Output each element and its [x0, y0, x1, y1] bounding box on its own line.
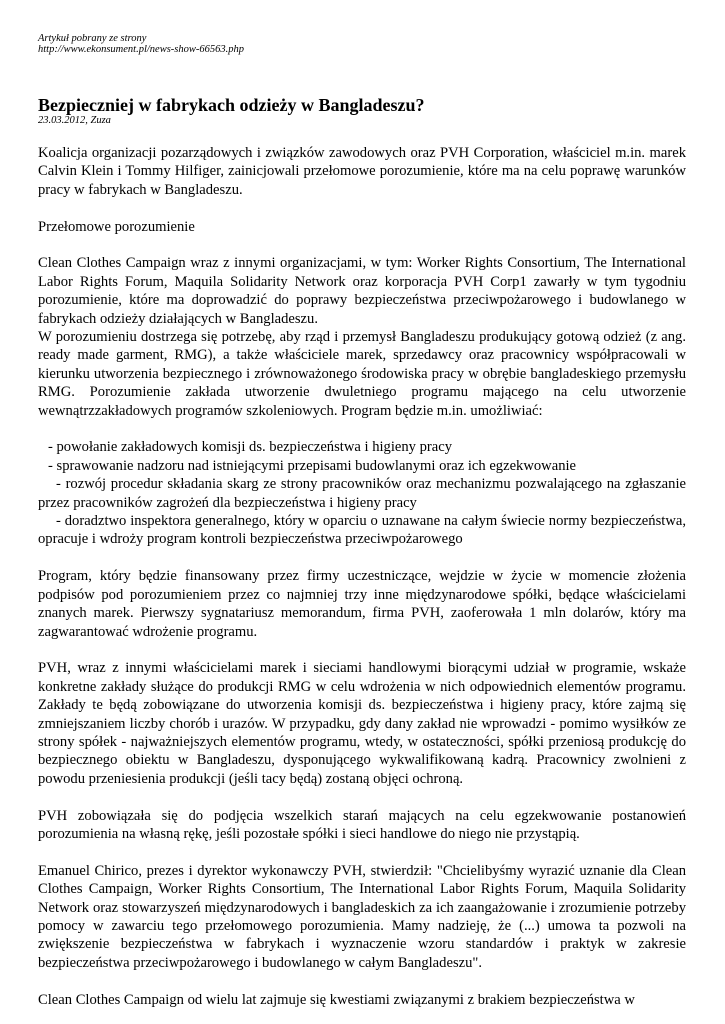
list-item: - rozwój procedur składania skarg ze strony pracowników oraz mechanizmu pozwalającego na zgłaszanie przez pracowników zagrożeń dla bezpieczeństwa i higieny pracy	[38, 476, 686, 511]
source-note	[38, 33, 686, 55]
source-url: http://www.ekonsument.pl/news-show-66563.php	[38, 44, 245, 55]
paragraph-6: Emanuel Chirico, prezes i dyrektor wykonawczy PVH, stwierdził: "Chcielibyśmy wyrazić uznanie dla Clean Clothes Campaign, Worker Rights Consortium, The International Labor Rights Forum, Maquila Solidarity Network oraz stowarzyszeń międzynarodowych i bangladeskich za ich zaangażowanie i zrozumienie potrzeby pomocy w zawarciu tego przełomowego porozumienia. Mamy nadzieję, że (...) umowa ta pozwoli na zwiększenie bezpieczeństwa w fabrykach i wyznaczenie wzoru standardów i praktyk w zakresie bezpieczeństwa przeciwpożarowego i budowlanego w całym Bangladeszu".	[38, 862, 686, 971]
list-item: - doradztwo inspektora generalnego, który w oparciu o uznawane na całym świecie normy bezpieczeństwa, opracuje i wdroży program kontroli bezpieczeństwa przeciwpożarowego	[38, 513, 686, 548]
paragraph-5: PVH zobowiązała się do podjęcia wszelkich starań mających na celu egzekwowanie postanowień porozumienia na własną rękę, jeśli pozostałe spółki i sieci handlowe do niego nie przystąpią.	[38, 807, 686, 842]
paragraph-1: Clean Clothes Campaign wraz z innymi organizacjami, w tym: Worker Rights Consortium, The International Labor Rights Forum, Maquila Solidarity Network oraz korporacja PVH Corp1 zawarły w tym tygodniu porozumienie, które ma doprowadzić do poprawy bezpieczeństwa przeciwpożarowego i budowlanego w fabrykach odzieży działających w Bangladeszu.	[38, 255, 686, 327]
list-item: - powołanie zakładowych komisji ds. bezpieczeństwa i higieny pracy	[48, 439, 453, 456]
paragraph-4: PVH, wraz z innymi właścicielami marek i sieciami handlowymi biorącymi udział w programie, wskaże konkretne zakłady służące do produkcji RMG w celu wdrożenia w nich odpowiednich elementów programu. Zakłady te będą zobowiązane do utworzenia komisji ds. bezpieczeństwa i higieny pracy, które zajmą się zmniejszaniem liczby chorób i urazów. W przypadku, gdy dany zakład nie wprowadzi - pomimo wysiłków ze strony spółek - najważniejszych elementów programu, wtedy, w ostateczności, spółki przeniosą produkcję do bezpiecznego obiektu w Bangladeszu, dysponującego wykwalifikowaną kadrą. Pracownicy zwolnieni z powodu przeniesienia produkcji (jeśli tacy będą) zostaną objęci ochroną.	[38, 660, 686, 787]
list-item: - sprawowanie nadzoru nad istniejącymi przepisami budowlanymi oraz ich egzekwowanie	[48, 457, 577, 474]
paragraph-2: W porozumieniu dostrzega się potrzebę, aby rząd i przemysł Bangladeszu produkujący gotową odzież (z ang. ready made garment, RMG), a także właściciele marek, sprzedawcy oraz pracownicy współpracowali w kierunku utworzenia bezpiecznego i zrównoważonego środowiska pracy w obrębie bangladeskiego przemysłu RMG. Porozumienie zakłada utworzenie dwuletniego programu mającego na celu utworzenie wewnątrzzakładowych programów szkoleniowych. Program będzie m.in. umożliwiać:	[38, 329, 686, 419]
subheading: Przełomowe porozumienie	[38, 218, 195, 235]
document-page	[38, 33, 686, 1009]
paragraph-3: Program, który będzie finansowany przez firmy uczestniczące, wejdzie w życie w momencie złożenia podpisów pod porozumieniem przez co najmniej trzy inne międzynarodowe spółki, będące właścicielami znanych marek. Pierwszy sygnatariusz memorandum, firma PVH, zaoferowała 1 mln dolarów, który ma zagwarantować wdrożenie programu.	[38, 568, 686, 640]
bullet-list	[38, 438, 686, 548]
article-dateline: 23.03.2012, Zuza	[38, 115, 111, 126]
article-title: Bezpieczniej w fabrykach odzieży w Bangladeszu?	[38, 95, 425, 115]
source-label: Artykuł pobrany ze strony	[38, 33, 147, 44]
intro-paragraph: Koalicja organizacji pozarządowych i związków zawodowych oraz PVH Corporation, właściciel m.in. marek Calvin Klein i Tommy Hilfiger, zainicjowali przełomowe porozumienie, które ma na celu poprawę warunków pracy w fabrykach w Bangladeszu.	[38, 145, 686, 198]
paragraph-7: Clean Clothes Campaign od wielu lat zajmuje się kwestiami związanymi z brakiem bezpieczeństwa w	[38, 991, 635, 1008]
